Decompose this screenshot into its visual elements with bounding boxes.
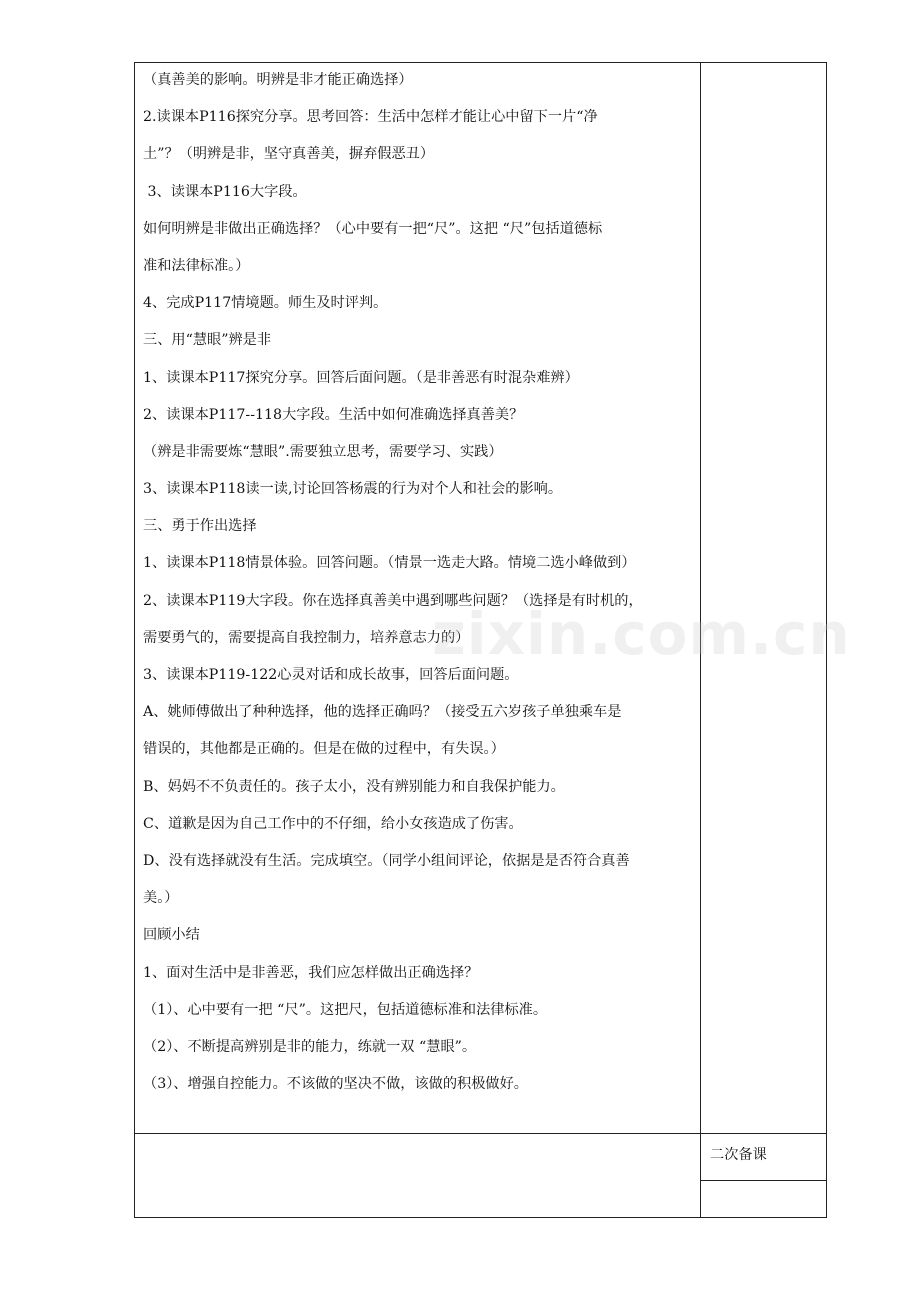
- text-line: 1、读课本P118情景体验。回答问题。（情景一选走大路。情境二选小峰做到）: [143, 555, 636, 572]
- text-line: 3、读课本P116大字段。: [143, 183, 307, 200]
- content-row: [135, 63, 827, 1134]
- text-line: 需要勇气的，需要提高自我控制力，培养意志力的）: [143, 629, 470, 646]
- text-line: 准和法律标准。）: [143, 257, 250, 274]
- text-line: D、没有选择就没有生活。完成填空。（同学小组间评论，依据是是否符合真善: [143, 852, 630, 869]
- revision-row: [135, 1133, 827, 1180]
- text-line: （1）、心中要有一把 “尺”。这把尺，包括道德标准和法律标准。: [143, 1001, 548, 1018]
- text-line: 4、完成P117情境题。师生及时评判。: [143, 295, 388, 312]
- text-line: 美。）: [143, 890, 179, 907]
- text-line: 错误的，其他都是正确的。但是在做的过程中，有失误。）: [143, 741, 505, 758]
- text-line: 2、读课本P117--118大字段。生活中如何准确选择真善美？: [143, 406, 524, 423]
- revision-label-cell: [701, 1133, 827, 1180]
- text-line: （3）、增强自控能力。不该做的坚决不做，该做的积极做好。: [143, 1076, 528, 1093]
- paragraph: [143, 220, 692, 276]
- text-line: （真善美的影响。明辨是非才能正确选择）: [143, 72, 413, 88]
- text-line: 如何明辨是非做出正确选择？（心中要有一把“尺”。这把 “尺”包括道德标: [143, 220, 603, 237]
- section-heading: 回顾小结: [143, 927, 200, 944]
- side-notes-cell: [701, 63, 827, 1134]
- text-line: 1、面对生活中是非善恶，我们应怎样做出正确选择？: [143, 964, 479, 981]
- text-line: B、妈妈不不负责任的。孩子太小，没有辨别能力和自我保护能力。: [143, 778, 565, 795]
- text-line: 2.读课本P116探究分享。思考回答：生活中怎样才能让心中留下一片“净: [143, 109, 598, 126]
- text-line: 3、读课本P119-122心灵对话和成长故事，回答后面问题。: [143, 667, 519, 683]
- paragraph: [143, 108, 692, 164]
- section-heading: 三、用“慧眼”辨是非: [143, 332, 272, 349]
- text-line: 土”？（明辨是非，坚守真善美，摒弃假恶丑）: [143, 146, 435, 163]
- text-line: （2）、不断提高辨别是非的能力，练就一双 “慧眼”。: [143, 1038, 477, 1055]
- second-preparation-label: 二次备课: [710, 1146, 767, 1163]
- paragraph: [143, 592, 692, 648]
- revision-content-cell: [135, 1133, 701, 1217]
- paragraph: [143, 852, 692, 908]
- text-line: 2、读课本P119大字段。你在选择真善美中遇到哪些问题？（选择是有时机的，: [143, 592, 643, 609]
- text-line: 1、读课本P117探究分享。回答后面问题。（是非善恶有时混杂难辨）: [143, 369, 579, 386]
- lesson-content: [135, 63, 700, 1094]
- text-line: 3、读课本P118读一读,讨论回答杨震的行为对个人和社会的影响。: [143, 481, 563, 498]
- section-heading: 三、勇于作出选择: [143, 518, 257, 535]
- text-line: A、姚师傅做出了种种选择，他的选择正确吗？（接受五六岁孩子单独乘车是: [143, 704, 622, 721]
- text-line: C、道歉是因为自己工作中的不仔细，给小女孩造成了伤害。: [143, 815, 523, 832]
- revision-notes-cell: [701, 1180, 827, 1217]
- lesson-plan-table: [134, 62, 827, 1218]
- text-line: （辨是非需要炼“慧眼”.需要独立思考，需要学习、实践）: [143, 443, 503, 460]
- lesson-content-cell: [135, 63, 701, 1134]
- paragraph: [143, 703, 692, 759]
- watermark: zixin.com.cn: [432, 600, 851, 668]
